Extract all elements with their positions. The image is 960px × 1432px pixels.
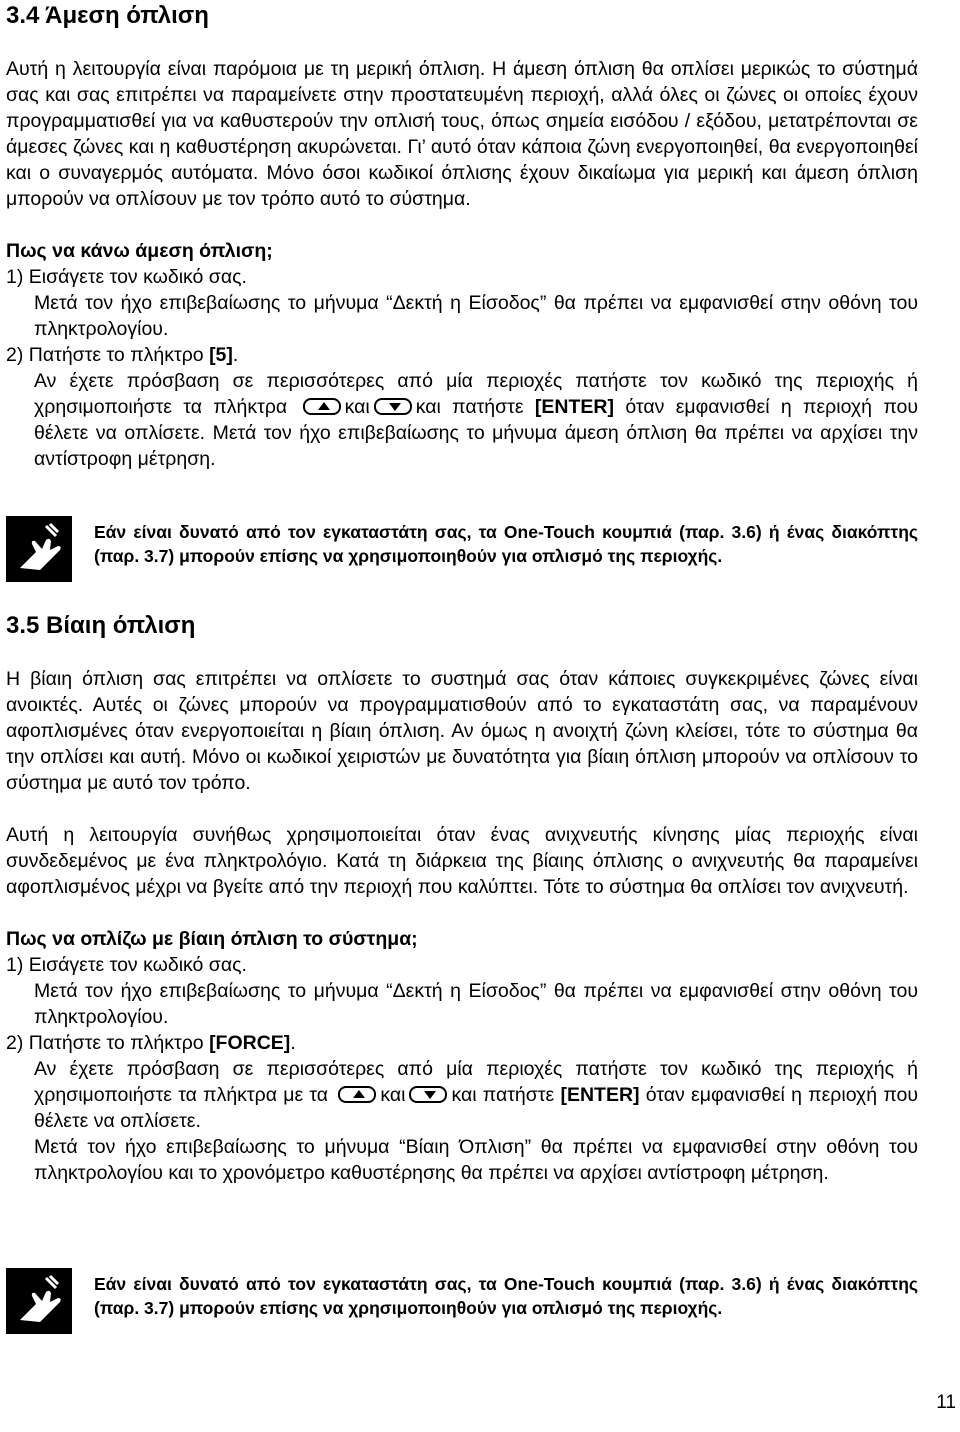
step-2-detail-c: όταν εμφανισθεί η περιοχή που θέλετε να οπλίσετε. bbox=[34, 1084, 919, 1132]
step-2 bbox=[6, 342, 918, 368]
para-1: Η βίαιη όπλιση σας επιτρέπει να οπλίσετε το συστημά σας όταν κάποιες συγκεκριμένες ζώνες είναι ανοικτές. Αυτές οι ζώνες μπορούν να προγραμματισθούν από το εγκαταστάτη σας, να παραμένουν αφοπλισμένες όταν ενεργοποιείται η βίαιη όπλιση. Αν όμως η ανοιχτή ζώνη κλείσει, τότε το σύστημα θα την οπλίσει και αυτή. Μόνο οι κωδικοί χειριστών με δυνατότητα για βίαιη όπλιση μπορούν να οπλίσουν το σύστημα με αυτό τον τρόπο. bbox=[6, 668, 918, 794]
up-arrow-key-icon bbox=[338, 1086, 376, 1103]
up-arrow-key-icon bbox=[303, 398, 341, 415]
step-2-detail bbox=[6, 368, 918, 472]
page-number: 11 bbox=[936, 1392, 956, 1413]
step-2-detail-a: Αν έχετε πρόσβαση σε περισσότερες από μία περιοχές πατήστε τον κωδικό της περιοχής ή χρησιμοποιήστε τα πλήκτρα με τα bbox=[34, 1058, 918, 1106]
step-1-detail: Μετά τον ήχο επιβεβαίωσης το μήνυμα “Δεκτή η Είσοδος” θα πρέπει να εμφανισθεί στην οθόνη του πληκτρολογίου. bbox=[34, 292, 918, 340]
note-text: Εάν είναι δυνατό από τον εγκαταστάτη σας, τα One-Touch κουμπιά (παρ. 3.6) ή ένας διακόπτης (παρ. 3.7) μπορούν επίσης να χρησιμοποιηθούν για οπλισμό της περιοχής. bbox=[94, 522, 918, 566]
step-2 bbox=[6, 1030, 918, 1056]
key-label: [FORCE] bbox=[209, 1032, 291, 1054]
enter-key-label: [ENTER] bbox=[534, 396, 614, 418]
step-2-detail-c: όταν εμφανισθεί η περιοχή που θέλετε να οπλίσετε. Μετά τον ήχο επιβεβαίωσης το μήνυμα άμεση όπλιση θα πρέπει να αρχίσει την αντίστροφη μέτρηση. bbox=[34, 396, 919, 470]
howto-heading: Πως να οπλίζω με βίαιη όπλιση το σύστημα; bbox=[6, 928, 418, 950]
section-3-5 bbox=[6, 612, 918, 1186]
note-3-5 bbox=[6, 1272, 918, 1320]
key-label: [5] bbox=[209, 344, 233, 366]
down-arrow-key-icon bbox=[409, 1086, 447, 1103]
note-hand-icon bbox=[6, 1268, 72, 1334]
step-2-detail-b: και πατήστε bbox=[451, 1084, 555, 1106]
howto-heading: Πως να κάνω άμεση όπλιση; bbox=[6, 240, 273, 262]
step-2-text: 2) Πατήστε το πλήκτρο bbox=[6, 344, 210, 366]
para-2: Αυτή η λειτουργία συνήθως χρησιμοποιείται όταν ένας ανιχνευτής κίνησης μίας περιοχής είναι συνδεδεμένος με ένα πληκτρολόγιο. Κατά τη διάρκεια της βίαιης όπλισης ο ανιχνευτής θα παραμείνει αφοπλισμένος μέχρι να βγείτε από την περιοχή που καλύπτει. Τότε το σύστημα θα οπλίσει τον ανιχνευτή. bbox=[6, 824, 918, 898]
section-3-4 bbox=[6, 2, 918, 472]
section-title: 3.5 Βίαιη όπλιση bbox=[6, 612, 196, 639]
step-2-detail-2: Μετά τον ήχο επιβεβαίωσης το μήνυμα “Βίαιη Όπλιση” θα πρέπει να εμφανισθεί στην οθόνη του πληκτρολογίου και το χρονόμετρο καθυστέρησης θα πρέπει να αρχίσει αντίστροφη μέτρηση. bbox=[34, 1136, 918, 1184]
intro-paragraph: Αυτή η λειτουργία είναι παρόμοια με τη μερική όπλιση. Η άμεση όπλιση θα οπλίσει μερικώς το σύστημά σας και σας επιτρέπει να παραμείνετε στην προστατευμένη περιοχή, αλλά όλες οι ζώνες οι οποίες έχουν προγραμματισθεί για να καθυστερούν την οπλισή τους, όπως σημεία εισόδου / εξόδου, μετατρέπονται σε άμεσες ζώνες και η καθυστέρηση ακυρώνεται. Γι’ αυτό όταν κάποια ζώνη ενεργοποιηθεί, θα ενεργοποιηθεί και ο συναγερμός αυτόματα. Μόνο όσοι κωδικοί όπλισης έχουν δικαίωμα για μερική και άμεση όπλιση μπορούν να οπλίσουν με τον τρόπο αυτό το σύστημα. bbox=[6, 58, 918, 210]
step-1: 1) Εισάγετε τον κωδικό σας. bbox=[6, 266, 247, 288]
step-1-detail: Μετά τον ήχο επιβεβαίωσης το μήνυμα “Δεκτή η Είσοδος” θα πρέπει να εμφανισθεί στην οθόνη του πληκτρολογίου. bbox=[34, 980, 918, 1028]
note-3-4 bbox=[6, 520, 918, 568]
step-2-detail-b: και πατήστε bbox=[415, 396, 524, 418]
step-2-detail bbox=[6, 1056, 918, 1134]
and-text: και bbox=[380, 1084, 406, 1106]
step-2-end: . bbox=[290, 1032, 296, 1054]
step-2-end: . bbox=[232, 344, 239, 366]
step-2-detail-a: Αν έχετε πρόσβαση σε περισσότερες από μία περιοχές πατήστε τον κωδικό της περιοχής ή χρησιμοποιήστε τα πλήκτρα bbox=[34, 370, 918, 418]
and-text: και bbox=[344, 396, 370, 418]
down-arrow-key-icon bbox=[374, 398, 412, 415]
enter-key-label: [ENTER] bbox=[560, 1084, 640, 1106]
step-2-text: 2) Πατήστε το πλήκτρο bbox=[6, 1032, 210, 1054]
step-1: 1) Εισάγετε τον κωδικό σας. bbox=[6, 954, 247, 976]
note-text: Εάν είναι δυνατό από τον εγκαταστάτη σας, τα One-Touch κουμπιά (παρ. 3.6) ή ένας διακόπτης (παρ. 3.7) μπορούν επίσης να χρησιμοποιηθούν για οπλισμό της περιοχής. bbox=[94, 1274, 918, 1318]
note-hand-icon bbox=[6, 516, 72, 582]
section-title: 3.4 Άμεση όπλιση bbox=[6, 2, 209, 29]
